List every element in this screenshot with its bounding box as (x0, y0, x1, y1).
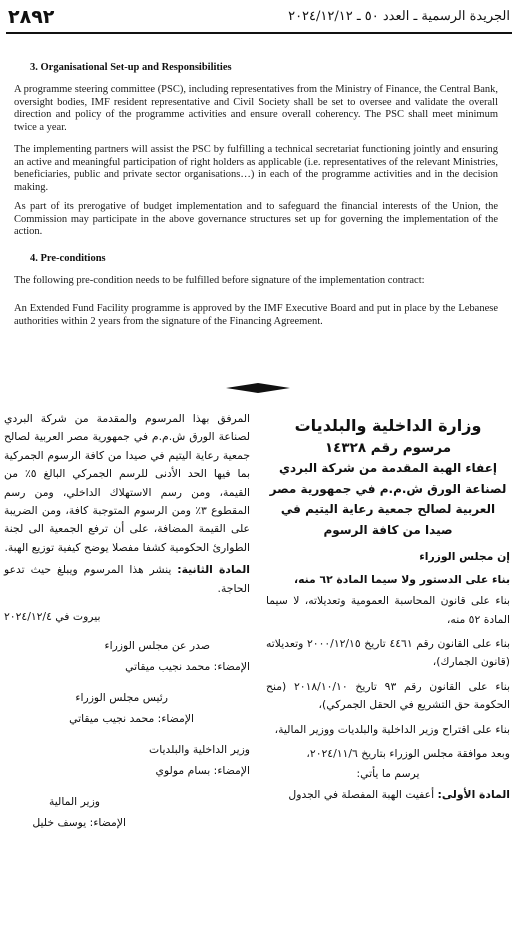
finance-minister-title: وزير المالية (49, 795, 100, 809)
basis-constitution: بناء على الدستور ولا سيما المادة ٦٢ منه، (293, 572, 510, 586)
basis-customs-law: بناء على القانون رقم ٤٤٦١ تاريخ ٢٠٠٠/١٢/١٥ وتعديلاته (قانون الجمارك)، (266, 637, 510, 669)
section-4-heading: 4. Pre-conditions (30, 253, 106, 264)
signature-3: الإمضاء: بسام مولوي (155, 764, 250, 778)
running-title: الجريدة الرسمية ـ العدد ٥٠ ـ ٢٠٢٤/١٢/١٢ (288, 9, 510, 24)
decree-title: إعفاء الهبة المقدمة من شركة البردي لصناعة الورق ش.م.م في جمهورية مصر العربية لصالح جمعية رعاية اليتيم في صيدا من كافة الرسوم (269, 461, 507, 537)
signature-2: الإمضاء: محمد نجيب ميقاتي (69, 712, 194, 726)
article-2-text: ينشر هذا المرسوم ويبلغ حيث تدعو الحاجة. (4, 563, 250, 595)
english-paragraph-precondition: An Extended Fund Facility programme is approved by the IMF Executive Board and put in place by the Lebanese authorities within 2 years from the signature of the Financing Agreement. (14, 303, 498, 327)
place-date: بيروت في ٢٠٢٤/١٢/٤ (4, 610, 101, 624)
english-paragraph-precondition-intro: The following pre-condition needs to be fulfilled before signature of the implementation contract: (14, 275, 425, 286)
interior-minister-title: وزير الداخلية والبلديات (149, 743, 250, 757)
english-paragraph-psc: A programme steering committee (PSC), including representatives from the Ministry of Finance, the Central Bank, oversight bodies, IMF resident representative and Civil Society shall be set to oversee and validate the overall direction and policy of the programme activities and ensure overall coherency. The PSC shall meet minimum twice a year. (14, 84, 498, 133)
article-1-text: أعفيت الهبة المفصلة في الجدول (288, 787, 435, 801)
article-1-start (266, 786, 510, 804)
issued-by: صدر عن مجلس الوزراء (104, 639, 210, 653)
article-2 (4, 561, 250, 598)
signature-1: الإمضاء: محمد نجيب ميقاتي (125, 660, 250, 674)
section-3-heading: 3. Organisational Set-up and Responsibilities (30, 62, 232, 73)
page-header (6, 4, 512, 34)
article-1-label: المادة الأولى: (437, 787, 510, 801)
article-2-label: المادة الثانية: (177, 563, 250, 577)
page-number: ٢٨٩٢ (8, 6, 55, 28)
basis-proposal: بناء على اقتراح وزير الداخلية والبلديات ووزير المالية، (274, 722, 510, 736)
decree-right-column (266, 410, 510, 804)
decree-number: مرسوم رقم ١٤٣٢٨ (324, 440, 452, 456)
basis-law-93: بناء على القانون رقم ٩٣ تاريخ ٢٠١٨/١٠/١٠ (منح الحكومة حق التشريع في الحقل الجمركي)، (266, 679, 510, 712)
basis-approval: وبعد موافقة مجلس الوزراء بتاريخ ٢٠٢٤/١١/٦، (306, 747, 510, 761)
signature-4: الإمضاء: يوسف خليل (32, 816, 126, 830)
prime-minister-title: رئيس مجلس الوزراء (75, 691, 168, 705)
ministry-title: وزارة الداخلية والبلديات (294, 416, 482, 435)
english-paragraph-implementing-partners: The implementing partners will assist the PSC by fulfilling a technical secretariat functioning jointly and ensuring an active and meaningful participation of right holders as applicable (i.e. representatives of the relevant Ministries, beneficiaries, public and private sector organisations…) in each of the programme activities and in the decision making. (14, 144, 498, 193)
section-divider-ornament (226, 382, 290, 394)
decree-left-column (4, 410, 250, 831)
english-paragraph-commission: As part of its prerogative of budget implementation and to safeguard the financial interests of the Union, the Commission may participate in the above governance structures set up for governing the implementation of the action. (14, 201, 498, 238)
decrees-line: يرسم ما يأتي: (356, 767, 420, 781)
council-intro: إن مجلس الوزراء (419, 550, 510, 564)
basis-accounting-law: بناء على قانون المحاسبة العمومية وتعديلاته، لا سيما المادة ٥٢ منه، (266, 594, 510, 626)
article-1-continuation: المرفق بهذا المرسوم والمقدمة من شركة البردي لصناعة الورق ش.م.م في جمهورية مصر العربية لصالح جمعية رعاية اليتيم في صيدا من كافة الرسوم الجمركية بما فيها الحد الأدنى للرسم الجمركي البالغ ٥٪ من القيمة، ومن رسم الاستهلاك الداخلي، ومن رسم المقطوع ٣٪ ومن الرسوم المتوجبة كافة، ومن الضريبة على القيمة المضافة، على أن ترفع الجمعية الى لجنة الطوارئ الحكومية كشفا مفصلا يوضح كيفية توزيع الهبة. (4, 412, 251, 554)
